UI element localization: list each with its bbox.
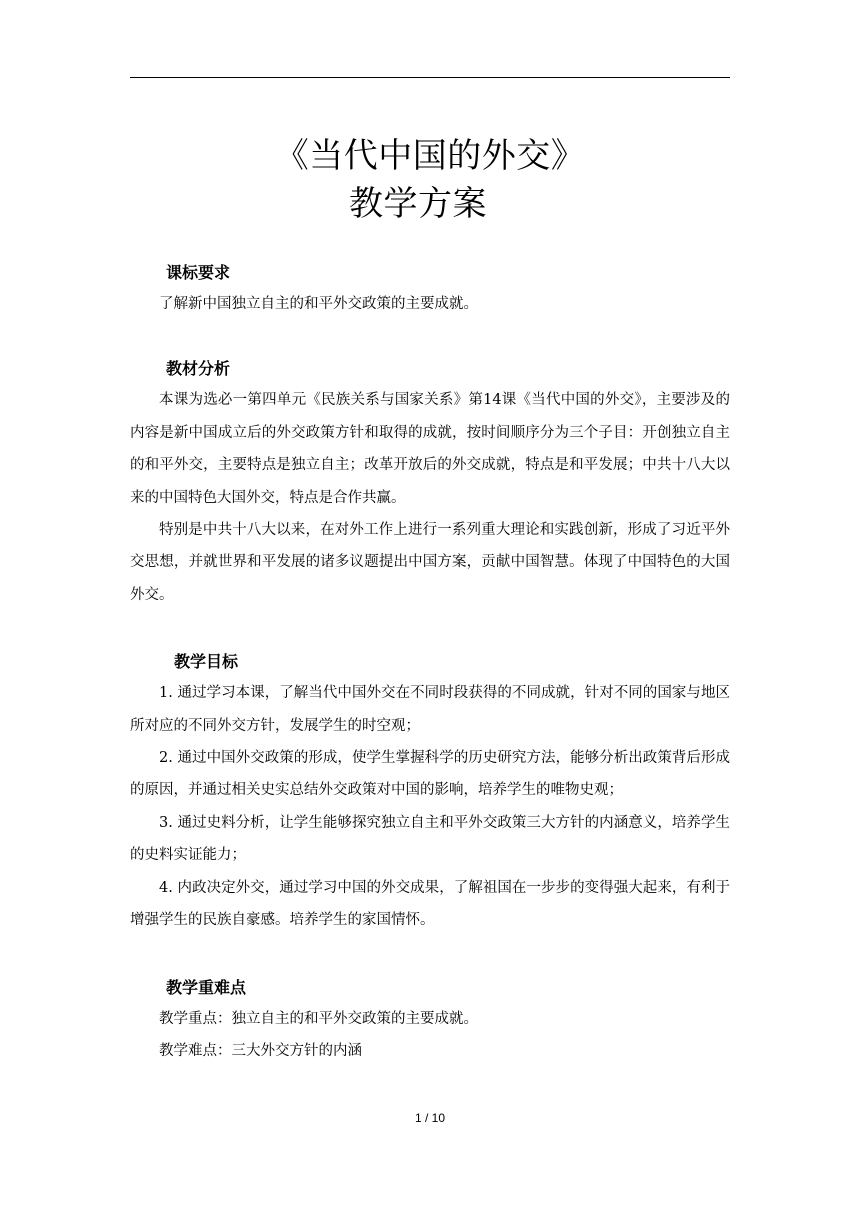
section-heading: 课标要求 (166, 263, 231, 282)
paragraph: 了解新中国独立自主的和平外交政策的主要成就。 (159, 296, 478, 312)
title-line-2: 教学方案 (349, 184, 487, 224)
section-heading: 教材分析 (166, 359, 231, 379)
section-curriculum-requirements (130, 258, 730, 320)
objective-item: 1. 通过学习本课，了解当代中国外交在不同时段获得的不同成就，针对不同的国家与地区所对应的不同外交方针，发展学生的时空观； (130, 685, 730, 734)
section-heading: 教学目标 (174, 652, 239, 672)
document-body (130, 258, 730, 1067)
section-key-difficult-points (130, 973, 730, 1068)
paragraph: 教学难点：三大外交方针的内涵 (159, 1042, 362, 1059)
objective-item: 2. 通过中国外交政策的形成，使学生掌握科学的历史研究方法，能够分析出政策背后形成的原因，并通过相关史实总结外交政策对中国的影响，培养学生的唯物史观； (130, 750, 730, 799)
paragraph: 特别是中共十八大以来，在对外工作上进行一系列重大理论和实践创新，形成了习近平外交思想，并就世界和平发展的诸多议题提出中国方案，贡献中国智慧。体现了中国特色的大国外交。 (130, 522, 730, 603)
objective-item: 4. 内政决定外交，通过学习中国的外交成果，了解祖国在一步步的变得强大起来，有利于增强学生的民族自豪感。培养学生的家国情怀。 (130, 879, 730, 929)
objective-item: 3. 通过史料分析，让学生能够探究独立自主和平外交政策三大方针的内涵意义，培养学生的史料实证能力； (130, 814, 730, 864)
section-textbook-analysis (130, 354, 730, 611)
document-title (130, 132, 730, 228)
page-number: 1 / 10 (414, 1111, 446, 1125)
section-heading: 教学重难点 (166, 977, 247, 997)
section-teaching-objectives (130, 647, 730, 936)
title-line-1: 《当代中国的外交》 (274, 136, 586, 176)
paragraph: 本课为选必一第四单元《民族关系与国家关系》第14课《当代中国的外交》，主要涉及的内容是新中国成立后的外交政策方针和取得的成就，按时间顺序分为三个子目：开创独立自主的和平外交，主要特点是独立自主；改革开放后的外交成就，特点是和平发展；中共十八大以来的中国特色大国外交，特点是合作共赢。 (130, 392, 730, 506)
paragraph: 教学重点：独立自主的和平外交政策的主要成就。 (159, 1010, 478, 1027)
header-rule (130, 77, 730, 78)
